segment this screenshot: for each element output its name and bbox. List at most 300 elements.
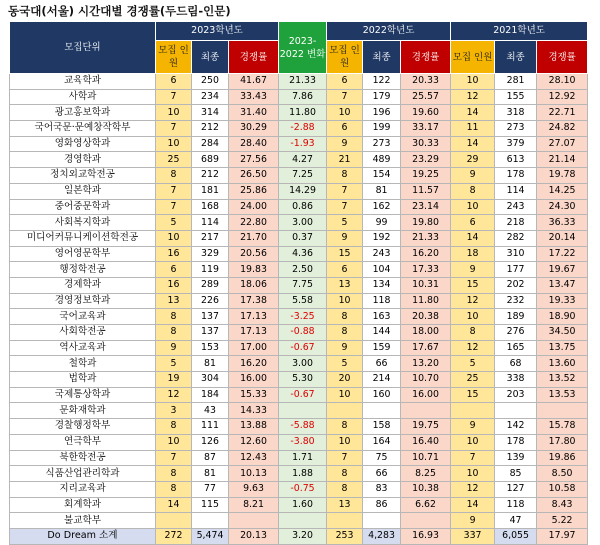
final-2021: 218 xyxy=(495,215,537,231)
delta: 4.27 xyxy=(279,152,327,168)
quota-2023: 8 xyxy=(156,466,192,482)
table-row xyxy=(10,419,588,435)
rate-2023: 17.38 xyxy=(229,293,279,309)
rate-2021: 28.10 xyxy=(537,74,588,90)
quota-2022: 8 xyxy=(327,168,363,184)
quota-2023: 16 xyxy=(156,246,192,262)
final-2021: 338 xyxy=(495,372,537,388)
rate-2021: 22.71 xyxy=(537,105,588,121)
delta: 7.86 xyxy=(279,89,327,105)
final-2023: 181 xyxy=(192,183,229,199)
rate-2021: 19.78 xyxy=(537,168,588,184)
rate-2023: 9.63 xyxy=(229,481,279,497)
table-row xyxy=(10,89,588,105)
rate-2023: 18.06 xyxy=(229,277,279,293)
final-2022: 122 xyxy=(363,74,401,90)
rate-2021: 15.78 xyxy=(537,419,588,435)
final-2021: 68 xyxy=(495,356,537,372)
rate-2023: 12.60 xyxy=(229,434,279,450)
final-2023: 119 xyxy=(192,262,229,278)
final-2022: 75 xyxy=(363,450,401,466)
table-row xyxy=(10,387,588,403)
final-2021: 177 xyxy=(495,262,537,278)
rate-2023: 25.86 xyxy=(229,183,279,199)
rate-2021: 13.47 xyxy=(537,277,588,293)
table-row xyxy=(10,513,588,529)
quota-2023: 5 xyxy=(156,356,192,372)
rate-2023: 19.83 xyxy=(229,262,279,278)
final-2021: 189 xyxy=(495,309,537,325)
rate-2022 xyxy=(401,403,451,419)
final-2021: 273 xyxy=(495,121,537,137)
unit-name: 식품산업관리학과 xyxy=(10,466,156,482)
delta: 0.37 xyxy=(279,230,327,246)
quota-2021: 10 xyxy=(451,74,495,90)
final-2022 xyxy=(363,403,401,419)
final-2023: 329 xyxy=(192,246,229,262)
quota-2022: 9 xyxy=(327,136,363,152)
quota-2022: 8 xyxy=(327,309,363,325)
final-2023: 43 xyxy=(192,403,229,419)
final-2022: 164 xyxy=(363,434,401,450)
table-row xyxy=(10,293,588,309)
final-2023: 289 xyxy=(192,277,229,293)
table-row xyxy=(10,74,588,90)
rate-2022: 11.57 xyxy=(401,183,451,199)
quota-2021: 15 xyxy=(451,387,495,403)
rate-2022: 10.71 xyxy=(401,450,451,466)
quota-2021: 9 xyxy=(451,513,495,529)
rate-2022: 10.31 xyxy=(401,277,451,293)
delta: 0.86 xyxy=(279,199,327,215)
rate-2023 xyxy=(229,513,279,529)
final-2023 xyxy=(192,513,229,529)
table-row xyxy=(10,372,588,388)
rate-2022 xyxy=(401,513,451,529)
table-row xyxy=(10,168,588,184)
final-2021: 379 xyxy=(495,136,537,152)
table-row xyxy=(10,309,588,325)
quota-2022: 7 xyxy=(327,183,363,199)
quota-2022: 6 xyxy=(327,121,363,137)
rate-2023: 31.40 xyxy=(229,105,279,121)
rate-2022: 16.20 xyxy=(401,246,451,262)
quota-2022: 9 xyxy=(327,230,363,246)
quota-2022: 13 xyxy=(327,497,363,513)
final-2022 xyxy=(363,513,401,529)
quota-2021: 14 xyxy=(451,497,495,513)
rate-2023: 10.13 xyxy=(229,466,279,482)
rate-2021: 18.90 xyxy=(537,309,588,325)
rate-2022: 20.33 xyxy=(401,74,451,90)
unit-name: 사회복지학과 xyxy=(10,215,156,231)
rate-2021 xyxy=(537,403,588,419)
quota-2023: 3 xyxy=(156,403,192,419)
rate-2021: 13.75 xyxy=(537,340,588,356)
final-2023: 250 xyxy=(192,74,229,90)
quota-2022: 15 xyxy=(327,246,363,262)
final-2023: 184 xyxy=(192,387,229,403)
quota-2023: 14 xyxy=(156,497,192,513)
quota-2022: 8 xyxy=(327,419,363,435)
delta: -3.80 xyxy=(279,434,327,450)
quota-2023: 8 xyxy=(156,168,192,184)
header-unit: 모집단위 xyxy=(10,22,156,74)
quota-2023: 6 xyxy=(156,74,192,90)
quota-2023: 10 xyxy=(156,136,192,152)
rate-2021: 8.43 xyxy=(537,497,588,513)
final-2021: 203 xyxy=(495,387,537,403)
final-2022: 489 xyxy=(363,152,401,168)
rate-2022: 33.17 xyxy=(401,121,451,137)
unit-name: 북한학전공 xyxy=(10,450,156,466)
quota-2021: 10 xyxy=(451,309,495,325)
unit-name: 철학과 xyxy=(10,356,156,372)
header-quota-2022: 모집 인원 xyxy=(327,41,363,74)
final-2022: 199 xyxy=(363,121,401,137)
quota-2022: 253 xyxy=(327,528,363,544)
table-row xyxy=(10,215,588,231)
unit-name: 일본학과 xyxy=(10,183,156,199)
rate-2021: 20.14 xyxy=(537,230,588,246)
final-2023: 212 xyxy=(192,168,229,184)
final-2023: 77 xyxy=(192,481,229,497)
quota-2022 xyxy=(327,513,363,529)
final-2021: 243 xyxy=(495,199,537,215)
final-2023: 212 xyxy=(192,121,229,137)
delta: -1.93 xyxy=(279,136,327,152)
unit-name: 국제통상학과 xyxy=(10,387,156,403)
rate-2022: 19.80 xyxy=(401,215,451,231)
rate-2022: 20.38 xyxy=(401,309,451,325)
quota-2023: 7 xyxy=(156,450,192,466)
final-2023: 137 xyxy=(192,309,229,325)
rate-2021: 34.50 xyxy=(537,325,588,341)
quota-2021: 25 xyxy=(451,372,495,388)
quota-2021: 10 xyxy=(451,434,495,450)
quota-2023: 272 xyxy=(156,528,192,544)
final-2022: 134 xyxy=(363,277,401,293)
final-2023: 234 xyxy=(192,89,229,105)
unit-name: 미디어커뮤니케이션학전공 xyxy=(10,230,156,246)
rate-2021: 24.82 xyxy=(537,121,588,137)
final-2022: 158 xyxy=(363,419,401,435)
quota-2021: 6 xyxy=(451,215,495,231)
delta: -5.88 xyxy=(279,419,327,435)
rate-2021: 12.92 xyxy=(537,89,588,105)
quota-2021: 14 xyxy=(451,105,495,121)
quota-2022: 10 xyxy=(327,434,363,450)
rate-2021: 5.22 xyxy=(537,513,588,529)
quota-2022: 9 xyxy=(327,340,363,356)
rate-2022: 17.67 xyxy=(401,340,451,356)
rate-2021: 36.33 xyxy=(537,215,588,231)
rate-2022: 30.33 xyxy=(401,136,451,152)
final-2022: 154 xyxy=(363,168,401,184)
unit-name: 중어중문학과 xyxy=(10,199,156,215)
header-year-2023: 2023학년도 xyxy=(156,22,279,41)
quota-2023: 10 xyxy=(156,230,192,246)
final-2023: 114 xyxy=(192,215,229,231)
rate-2022: 16.00 xyxy=(401,387,451,403)
quota-2023: 8 xyxy=(156,419,192,435)
final-2022: 159 xyxy=(363,340,401,356)
final-2021: 282 xyxy=(495,230,537,246)
final-2023: 217 xyxy=(192,230,229,246)
quota-2021 xyxy=(451,403,495,419)
quota-2023: 8 xyxy=(156,325,192,341)
quota-2021: 8 xyxy=(451,183,495,199)
quota-2021: 7 xyxy=(451,450,495,466)
final-2021: 114 xyxy=(495,183,537,199)
delta: -0.67 xyxy=(279,340,327,356)
quota-2023 xyxy=(156,513,192,529)
table-body xyxy=(10,74,588,545)
rate-2021: 19.86 xyxy=(537,450,588,466)
quota-2022: 20 xyxy=(327,372,363,388)
final-2022: 196 xyxy=(363,105,401,121)
rate-2023: 15.33 xyxy=(229,387,279,403)
rate-2022: 10.70 xyxy=(401,372,451,388)
final-2023: 111 xyxy=(192,419,229,435)
unit-name: 연극학부 xyxy=(10,434,156,450)
unit-name: 지리교육과 xyxy=(10,481,156,497)
table-row xyxy=(10,434,588,450)
quota-2021: 9 xyxy=(451,262,495,278)
unit-name: 경영학과 xyxy=(10,152,156,168)
delta: 3.00 xyxy=(279,215,327,231)
table-row xyxy=(10,183,588,199)
quota-2023: 6 xyxy=(156,262,192,278)
final-2021: 310 xyxy=(495,246,537,262)
unit-name: 법학과 xyxy=(10,372,156,388)
quota-2023: 16 xyxy=(156,277,192,293)
rate-2022: 18.00 xyxy=(401,325,451,341)
delta: 14.29 xyxy=(279,183,327,199)
header-rate-2021: 경쟁률 xyxy=(537,41,588,74)
rate-2022: 6.62 xyxy=(401,497,451,513)
unit-name: 정치외교학전공 xyxy=(10,168,156,184)
unit-name: 불교학부 xyxy=(10,513,156,529)
quota-2022: 6 xyxy=(327,262,363,278)
final-2022: 81 xyxy=(363,183,401,199)
delta: -0.75 xyxy=(279,481,327,497)
delta: 11.80 xyxy=(279,105,327,121)
quota-2022: 6 xyxy=(327,74,363,90)
final-2021: 178 xyxy=(495,168,537,184)
delta: 3.20 xyxy=(279,528,327,544)
rate-2021: 17.80 xyxy=(537,434,588,450)
quota-2023: 5 xyxy=(156,215,192,231)
rate-2022: 19.25 xyxy=(401,168,451,184)
quota-2021: 10 xyxy=(451,199,495,215)
rate-2021: 8.50 xyxy=(537,466,588,482)
rate-2022: 23.29 xyxy=(401,152,451,168)
final-2022: 243 xyxy=(363,246,401,262)
quota-2021: 12 xyxy=(451,481,495,497)
delta: -3.25 xyxy=(279,309,327,325)
rate-2021: 24.30 xyxy=(537,199,588,215)
rate-2023: 21.70 xyxy=(229,230,279,246)
quota-2022: 5 xyxy=(327,356,363,372)
delta xyxy=(279,513,327,529)
quota-2021: 12 xyxy=(451,340,495,356)
rate-2023: 17.13 xyxy=(229,309,279,325)
final-2021: 155 xyxy=(495,89,537,105)
rate-2021: 13.53 xyxy=(537,387,588,403)
quota-2022: 8 xyxy=(327,325,363,341)
final-2023: 226 xyxy=(192,293,229,309)
final-2023: 153 xyxy=(192,340,229,356)
rate-2021: 10.58 xyxy=(537,481,588,497)
quota-2021: 11 xyxy=(451,121,495,137)
quota-2023: 8 xyxy=(156,309,192,325)
final-2021: 142 xyxy=(495,419,537,435)
header-delta xyxy=(279,22,327,74)
quota-2021: 10 xyxy=(451,466,495,482)
delta: -0.88 xyxy=(279,325,327,341)
quota-2021: 12 xyxy=(451,89,495,105)
final-2023: 137 xyxy=(192,325,229,341)
table-row xyxy=(10,105,588,121)
quota-2023: 9 xyxy=(156,340,192,356)
final-2021: 6,055 xyxy=(495,528,537,544)
quota-2023: 19 xyxy=(156,372,192,388)
rate-2022: 17.33 xyxy=(401,262,451,278)
quota-2022: 7 xyxy=(327,450,363,466)
table-row xyxy=(10,121,588,137)
table-row xyxy=(10,466,588,482)
delta: -0.67 xyxy=(279,387,327,403)
unit-name: 국어국문·문예창작학부 xyxy=(10,121,156,137)
quota-2022: 10 xyxy=(327,293,363,309)
rate-2023: 16.00 xyxy=(229,372,279,388)
header-final-2022: 최종 xyxy=(363,41,401,74)
table-row xyxy=(10,356,588,372)
final-2022: 162 xyxy=(363,199,401,215)
final-2023: 304 xyxy=(192,372,229,388)
final-2022: 214 xyxy=(363,372,401,388)
final-2021: 178 xyxy=(495,434,537,450)
quota-2022: 10 xyxy=(327,387,363,403)
unit-name: 회계학과 xyxy=(10,497,156,513)
final-2022: 66 xyxy=(363,356,401,372)
rate-2021: 17.97 xyxy=(537,528,588,544)
table-row xyxy=(10,481,588,497)
quota-2022: 5 xyxy=(327,215,363,231)
delta: 7.75 xyxy=(279,277,327,293)
unit-name: 교육학과 xyxy=(10,74,156,90)
rate-2023: 17.00 xyxy=(229,340,279,356)
table-row xyxy=(10,277,588,293)
final-2021: 281 xyxy=(495,74,537,90)
delta: 1.88 xyxy=(279,466,327,482)
quota-2023: 13 xyxy=(156,293,192,309)
quota-2022: 7 xyxy=(327,89,363,105)
final-2022: 104 xyxy=(363,262,401,278)
table-row xyxy=(10,325,588,341)
delta: 21.33 xyxy=(279,74,327,90)
quota-2022: 8 xyxy=(327,481,363,497)
quota-2023: 25 xyxy=(156,152,192,168)
table-row xyxy=(10,403,588,419)
rate-2022: 16.93 xyxy=(401,528,451,544)
competition-rate-table xyxy=(9,21,588,545)
quota-2021: 9 xyxy=(451,168,495,184)
rate-2023: 8.21 xyxy=(229,497,279,513)
unit-name: 경영정보학과 xyxy=(10,293,156,309)
final-2022: 4,283 xyxy=(363,528,401,544)
table-row xyxy=(10,246,588,262)
rate-2022: 8.25 xyxy=(401,466,451,482)
final-2022: 163 xyxy=(363,309,401,325)
final-2022: 83 xyxy=(363,481,401,497)
delta: 5.30 xyxy=(279,372,327,388)
final-2021: 118 xyxy=(495,497,537,513)
rate-2021: 13.52 xyxy=(537,372,588,388)
rate-2021: 13.60 xyxy=(537,356,588,372)
quota-2021: 12 xyxy=(451,293,495,309)
rate-2023: 17.13 xyxy=(229,325,279,341)
quota-2023: 7 xyxy=(156,199,192,215)
rate-2023: 26.50 xyxy=(229,168,279,184)
rate-2023: 24.00 xyxy=(229,199,279,215)
quota-2021: 15 xyxy=(451,277,495,293)
table-row xyxy=(10,340,588,356)
final-2021: 613 xyxy=(495,152,537,168)
final-2023: 115 xyxy=(192,497,229,513)
quota-2022: 10 xyxy=(327,105,363,121)
delta: 3.00 xyxy=(279,356,327,372)
quota-2021: 14 xyxy=(451,230,495,246)
header-year-2022: 2022학년도 xyxy=(327,22,451,41)
rate-2021: 19.33 xyxy=(537,293,588,309)
quota-2022: 7 xyxy=(327,199,363,215)
header-quota-2023: 모집 인원 xyxy=(156,41,192,74)
rate-2022: 11.80 xyxy=(401,293,451,309)
rate-2023: 20.13 xyxy=(229,528,279,544)
table-row xyxy=(10,199,588,215)
rate-2023: 28.40 xyxy=(229,136,279,152)
delta: 1.71 xyxy=(279,450,327,466)
unit-name: 광고홍보학과 xyxy=(10,105,156,121)
quota-2023: 12 xyxy=(156,387,192,403)
rate-2022: 21.33 xyxy=(401,230,451,246)
rate-2023: 30.29 xyxy=(229,121,279,137)
quota-2022: 21 xyxy=(327,152,363,168)
quota-2021: 29 xyxy=(451,152,495,168)
final-2022: 86 xyxy=(363,497,401,513)
table-total-row xyxy=(10,528,588,544)
quota-2023: 10 xyxy=(156,105,192,121)
unit-name: 사학과 xyxy=(10,89,156,105)
final-2021 xyxy=(495,403,537,419)
header-year-2021: 2021학년도 xyxy=(451,22,588,41)
delta: -2.88 xyxy=(279,121,327,137)
quota-2023: 7 xyxy=(156,121,192,137)
rate-2022: 25.57 xyxy=(401,89,451,105)
final-2021: 276 xyxy=(495,325,537,341)
header-final-2023: 최종 xyxy=(192,41,229,74)
quota-2021: 14 xyxy=(451,136,495,152)
final-2022: 179 xyxy=(363,89,401,105)
header-delta-label: 2023-2022 변화 xyxy=(279,35,326,60)
unit-name: Do Dream 소계 xyxy=(10,528,156,544)
rate-2023: 27.56 xyxy=(229,152,279,168)
final-2022: 192 xyxy=(363,230,401,246)
quota-2023: 8 xyxy=(156,481,192,497)
rate-2022: 16.40 xyxy=(401,434,451,450)
